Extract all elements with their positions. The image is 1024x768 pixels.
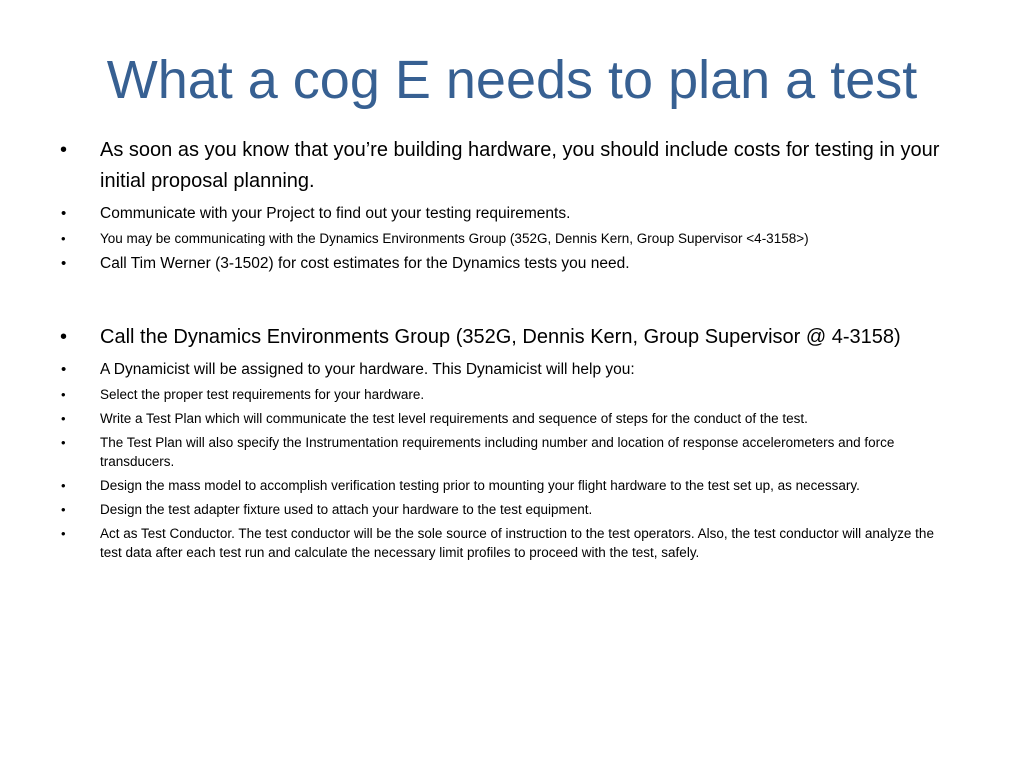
bullet-icon: • xyxy=(61,361,67,378)
bullet-icon: • xyxy=(61,411,66,426)
bullet-text: The Test Plan will also specify the Instrumentation requirements including number and location of response accelerometers and force transducers. xyxy=(100,435,895,469)
bullet-item xyxy=(58,229,958,248)
bullet-text: Design the mass model to accomplish verification testing prior to mounting your flight hardware to the test set up, as necessary. xyxy=(100,478,860,493)
bullet-item xyxy=(58,524,958,562)
bullet-item xyxy=(58,409,958,428)
bullet-text: Write a Test Plan which will communicate the test level requirements and sequence of steps for the conduct of the test. xyxy=(100,411,808,426)
bullet-item xyxy=(58,359,958,380)
bullet-text: Call Tim Werner (3-1502) for cost estimates for the Dynamics tests you need. xyxy=(100,255,630,272)
bullet-text: Act as Test Conductor. The test conductor will be the sole source of instruction to the test operators. Also, the test conductor will analyze the test data after each test run and calculate the necessary limit profiles to proceed with the test, safely. xyxy=(100,526,934,560)
bullet-text: A Dynamicist will be assigned to your hardware. This Dynamicist will help you: xyxy=(100,361,635,378)
slide-title: What a cog E needs to plan a test xyxy=(106,50,918,110)
bullet-list xyxy=(58,135,958,567)
bullet-icon: • xyxy=(60,139,68,161)
bullet-icon: • xyxy=(61,255,67,272)
bullet-item xyxy=(58,385,958,404)
bullet-text: As soon as you know that you’re building hardware, you should include costs for testing in your initial proposal planning. xyxy=(100,139,940,192)
bullet-icon: • xyxy=(61,231,66,246)
bullet-icon: • xyxy=(60,326,68,348)
bullet-icon: • xyxy=(61,526,66,541)
bullet-item xyxy=(58,476,958,495)
bullet-icon: • xyxy=(61,502,66,517)
bullet-text: Communicate with your Project to find out your testing requirements. xyxy=(100,205,571,222)
bullet-icon: • xyxy=(61,478,66,493)
bullet-item xyxy=(58,433,958,471)
bullet-text: Select the proper test requirements for your hardware. xyxy=(100,387,425,402)
bullet-text: You may be communicating with the Dynamics Environments Group (352G, Dennis Kern, Group Supervisor <4-3158>) xyxy=(100,231,809,246)
bullet-text: Call the Dynamics Environments Group (352G, Dennis Kern, Group Supervisor @ 4-3158) xyxy=(100,326,901,348)
bullet-text: Design the test adapter fixture used to attach your hardware to the test equipment. xyxy=(100,502,593,517)
bullet-icon: • xyxy=(61,435,66,450)
bullet-item xyxy=(58,500,958,519)
bullet-item xyxy=(58,253,958,274)
bullet-item xyxy=(58,322,958,353)
bullet-icon: • xyxy=(61,205,67,222)
bullet-item xyxy=(58,203,958,224)
bullet-item xyxy=(58,135,958,197)
bullet-icon: • xyxy=(61,387,66,402)
spacer xyxy=(58,279,958,322)
